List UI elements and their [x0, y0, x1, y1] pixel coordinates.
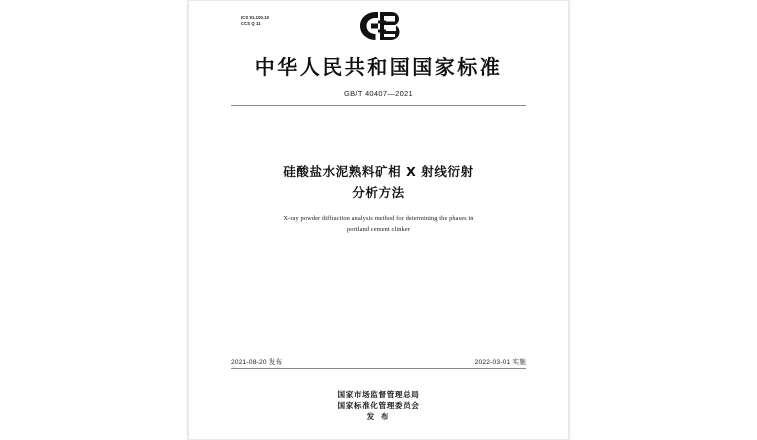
- document-title-en-line1: X-ray powder diffraction analysis method for determining the phases in: [283, 215, 474, 222]
- document-title-en-line2: portland cement clinker: [347, 226, 410, 233]
- gb-logo-wrap: [189, 9, 568, 43]
- issuer-line-1: 国家市场监督管理总局: [337, 390, 420, 399]
- divider-top: [231, 105, 526, 106]
- document-title-cn-line2: 分析方法: [352, 185, 405, 200]
- document-title-cn: [219, 161, 538, 203]
- page-title: 中华人民共和国国家标准: [254, 55, 503, 79]
- document-title-cn-line1: 硅酸盐水泥熟料矿相 X 射线衍射: [283, 164, 474, 179]
- standard-number: GB/T 40407—2021: [344, 89, 413, 98]
- ics-code: ICS 91.100.10: [241, 15, 270, 20]
- issuer-line-2: 国家标准化管理委员会: [337, 401, 420, 410]
- divider-bottom: [231, 368, 526, 369]
- issuing-authority: [189, 389, 568, 422]
- standard-cover-page: [188, 0, 569, 440]
- publish-label: 发 布: [366, 412, 391, 421]
- document-title-en: [231, 213, 526, 235]
- issue-date: 2021-08-20 发布: [231, 359, 283, 366]
- effective-date: 2022-03-01 实施: [474, 359, 526, 366]
- date-row: [231, 356, 526, 366]
- ccs-code: CCS Q 11: [241, 21, 261, 26]
- gb-emblem-icon: [352, 9, 406, 43]
